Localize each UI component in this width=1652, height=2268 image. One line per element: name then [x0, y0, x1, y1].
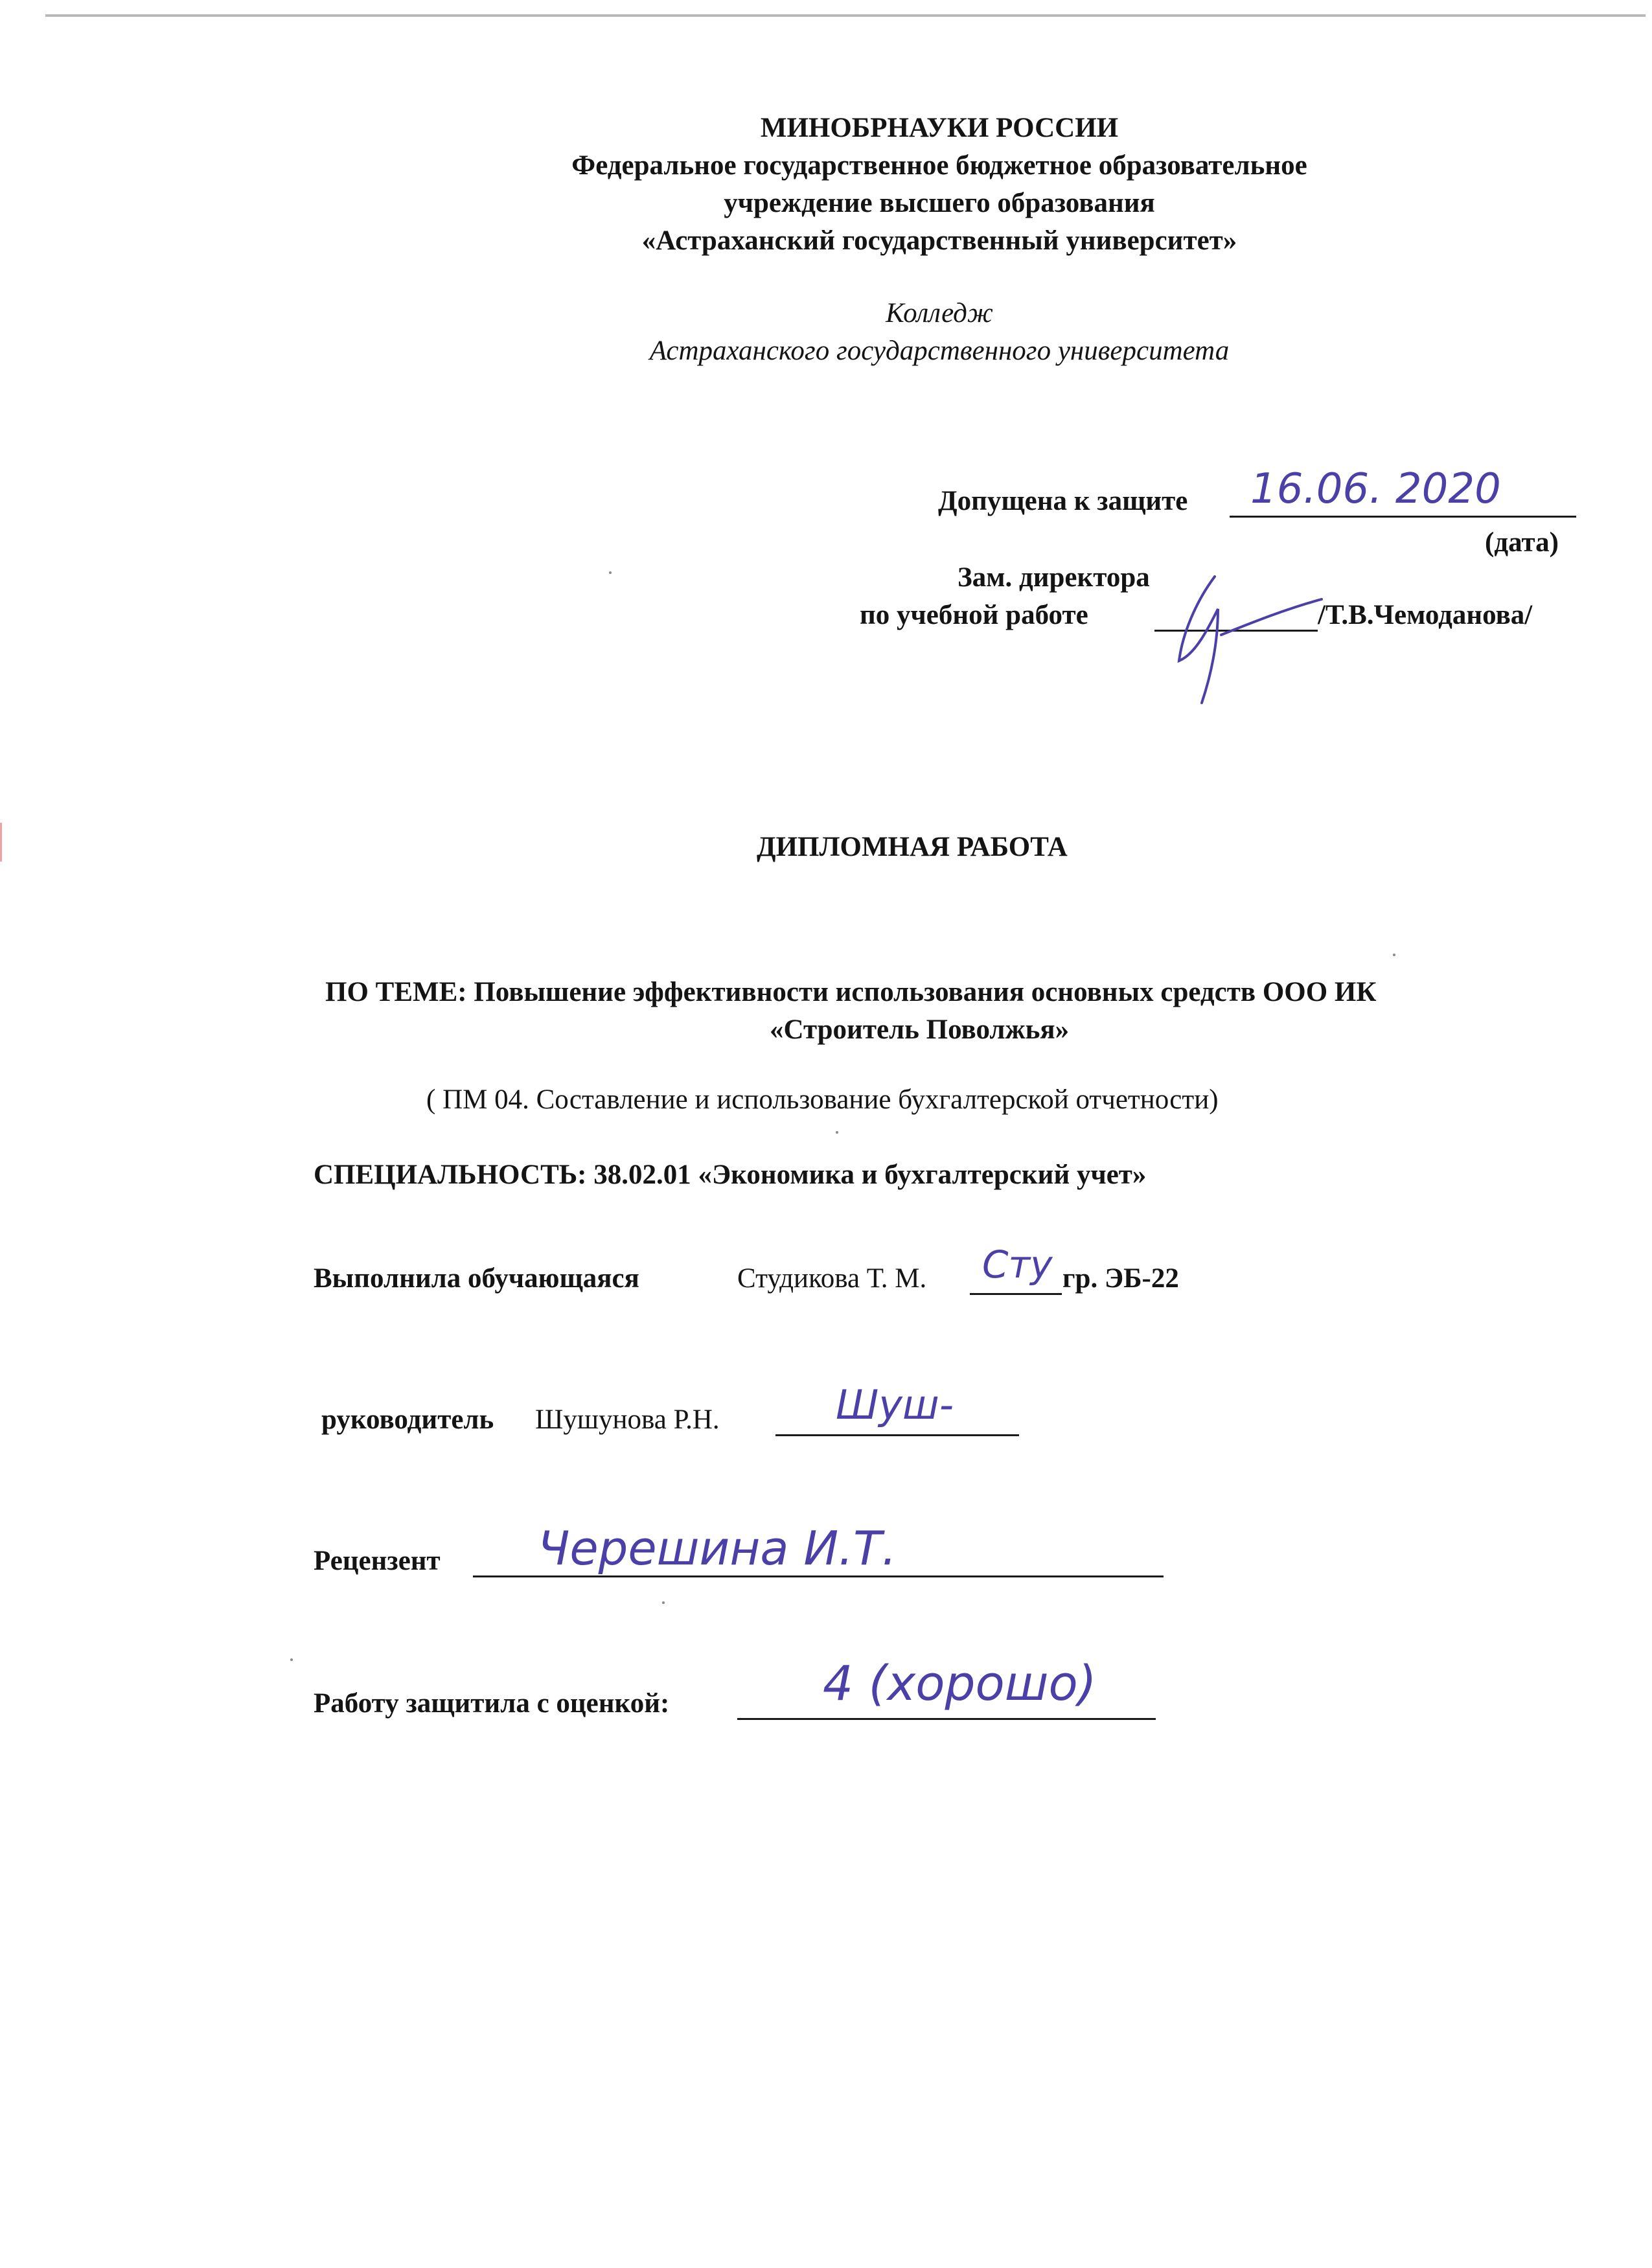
reviewer-name-handwritten: Черешина И.Т.	[538, 1521, 897, 1575]
grade-handwritten: 4 (хорошо)	[823, 1656, 1097, 1712]
student-name: Студикова Т. М.	[737, 1263, 927, 1294]
reviewer-line	[473, 1575, 1164, 1577]
student-signature-line	[970, 1293, 1062, 1295]
scan-edge-mark	[0, 823, 2, 862]
supervisor-signature-line	[775, 1434, 1019, 1436]
admitted-label: Допущена к защите	[938, 486, 1188, 516]
date-underline	[1230, 516, 1576, 518]
college-line-2: Астраханского государственного университета	[649, 336, 1230, 366]
deputy-title-line-2: по учебной работе	[860, 600, 1088, 630]
scan-edge-line	[45, 14, 1646, 17]
date-caption: (дата)	[1485, 527, 1559, 558]
deputy-title-line-1: Зам. директора	[958, 562, 1150, 593]
scan-speck	[609, 571, 612, 574]
topic-line-2: «Строитель Поволжья»	[770, 1014, 1070, 1045]
topic-line-1: ПО ТЕМЕ: Повышение эффективности использования основных средств ООО ИК	[325, 977, 1377, 1007]
deputy-signature	[1156, 564, 1325, 706]
scan-speck	[836, 1131, 838, 1134]
reviewer-label: Рецензент	[314, 1546, 441, 1576]
student-signature: Сту	[982, 1243, 1053, 1287]
student-label: Выполнила обучающаяся	[314, 1263, 639, 1294]
admitted-date-handwritten: 16.06. 2020	[1250, 465, 1501, 513]
deputy-name: /Т.В.Чемоданова/	[1318, 600, 1533, 630]
supervisor-label: руководитель	[321, 1404, 494, 1435]
document-title: ДИПЛОМНАЯ РАБОТА	[757, 832, 1068, 862]
scan-speck	[1393, 954, 1395, 956]
scan-speck	[662, 1601, 665, 1604]
ministry-heading: МИНОБРНАУКИ РОССИИ	[760, 113, 1119, 143]
professional-module: ( ПМ 04. Составление и использование бухгалтерской отчетности)	[426, 1084, 1219, 1115]
student-group: гр. ЭБ-22	[1062, 1263, 1179, 1294]
supervisor-name: Шушунова Р.Н.	[535, 1404, 720, 1435]
scan-speck	[290, 1658, 293, 1661]
specialty: СПЕЦИАЛЬНОСТЬ: 38.02.01 «Экономика и бухгалтерский учет»	[314, 1160, 1147, 1190]
university-name: «Астраханский государственный университет»	[641, 225, 1237, 256]
supervisor-signature: Шуш-	[836, 1381, 954, 1428]
grade-label: Работу защитила с оценкой:	[314, 1688, 670, 1719]
institution-line-2: учреждение высшего образования	[724, 188, 1155, 218]
college-line-1: Колледж	[886, 298, 993, 328]
institution-line-1: Федеральное государственное бюджетное образовательное	[571, 150, 1307, 181]
grade-line	[737, 1718, 1156, 1720]
